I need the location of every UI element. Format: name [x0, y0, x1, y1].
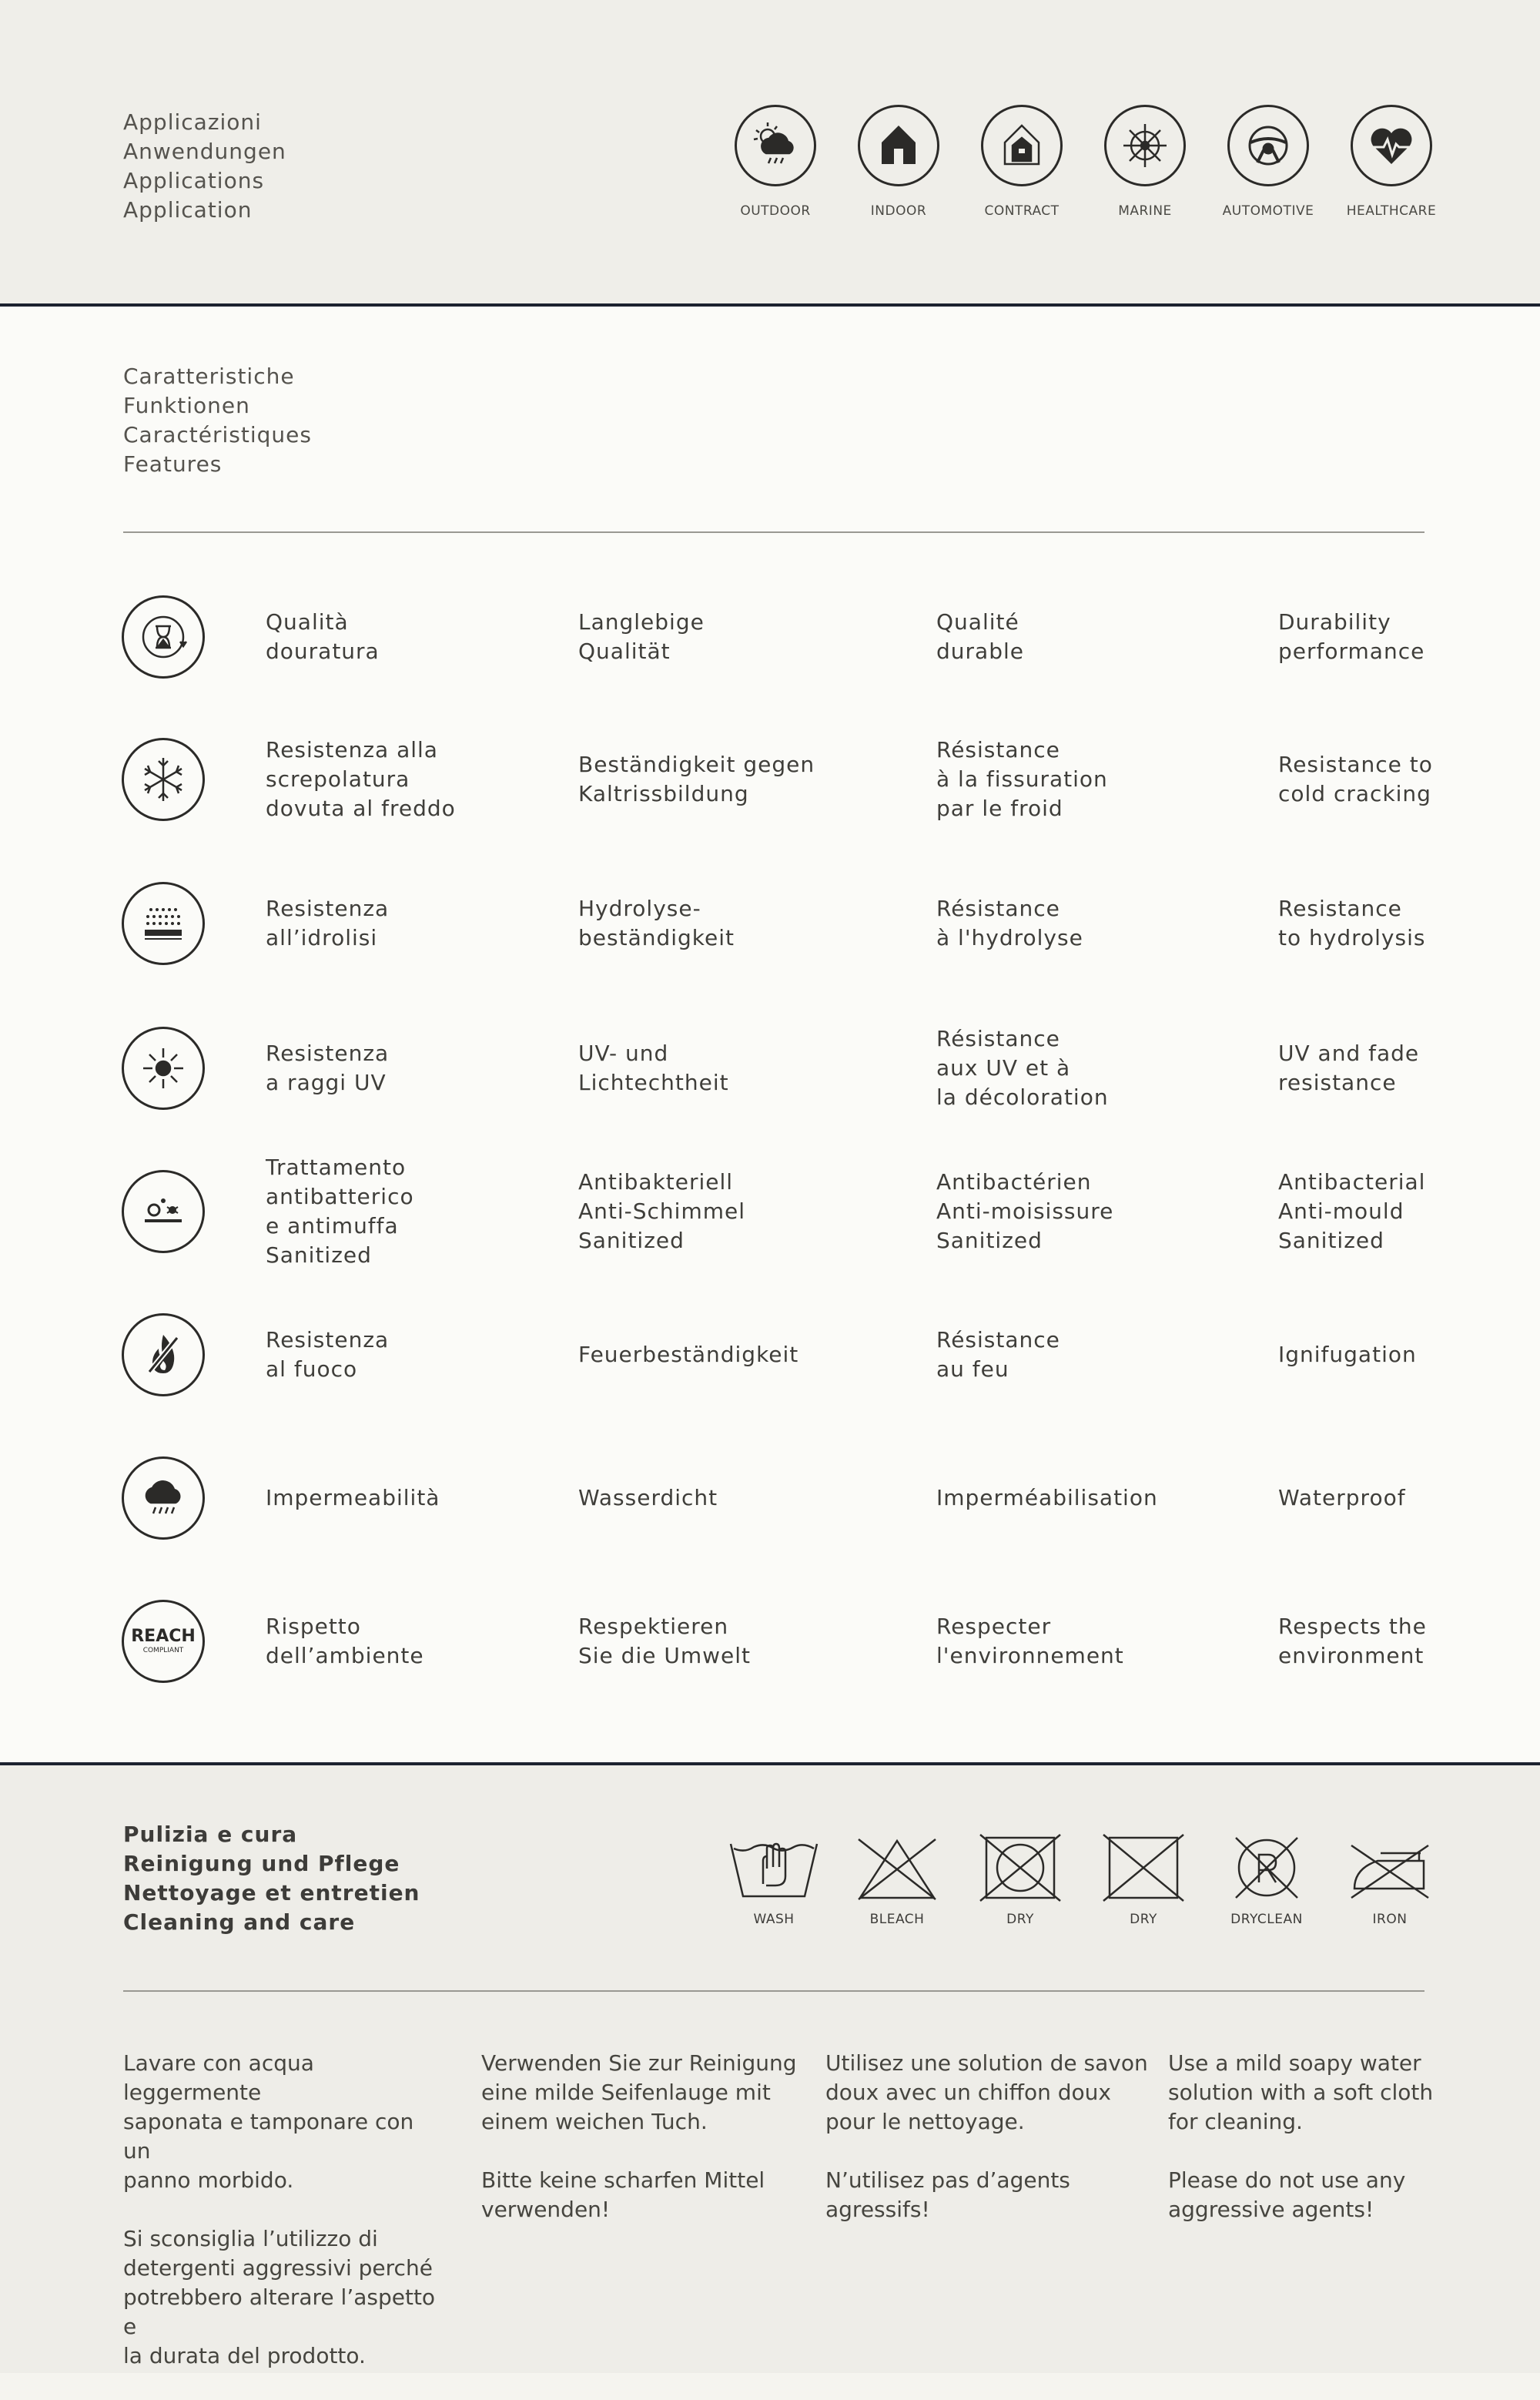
- care-heading-fr: Nettoyage et entretien: [123, 1880, 420, 1906]
- feature-text-en: Respects the environment: [1278, 1614, 1427, 1668]
- instructions-it: [123, 2049, 447, 2400]
- instruction-paragraph: Lavare con acqua leggermente saponata e tamponare con un panno morbido.: [123, 2050, 414, 2193]
- instruction-paragraph: Bitte keine scharfen Mittel verwenden!: [481, 2167, 765, 2222]
- care-dry: [1086, 1830, 1201, 1927]
- feature-text-fr: Résistance à la fissuration par le froid: [936, 737, 1108, 821]
- feature-text-it: Resistenza al fuoco: [266, 1327, 390, 1382]
- do-not-bleach-icon: [851, 1830, 943, 1904]
- feature-text-en: UV and fade resistance: [1278, 1041, 1420, 1095]
- feature-text-fr: Résistance à l'hydrolyse: [936, 896, 1083, 950]
- care-label: DRY: [1130, 1912, 1157, 1927]
- feature-text-de: UV- und Lichtechtheit: [578, 1041, 729, 1095]
- do-not-iron-icon: [1344, 1830, 1436, 1904]
- instruction-paragraph: Use a mild soapy water solution with a soft cloth for cleaning.: [1168, 2050, 1434, 2134]
- features-heading-en: Features: [123, 451, 223, 477]
- feature-text-it: Resistenza alla screpolatura dovuta al freddo: [266, 737, 456, 821]
- applications-heading-fr: Applications: [123, 168, 265, 193]
- instruction-paragraph: Utilisez une solution de savon doux avec un chiffon doux pour le nettoyage.: [825, 2050, 1148, 2134]
- feature-text-de: Feuerbeständigkeit: [578, 1342, 799, 1367]
- application-label: INDOOR: [870, 203, 927, 219]
- feature-row-antibacterial: [0, 1155, 1540, 1268]
- feature-text-en: Waterproof: [1278, 1485, 1406, 1510]
- care-heading-de: Reinigung und Pflege: [123, 1851, 400, 1876]
- do-not-dry-icon: [1097, 1830, 1190, 1904]
- feature-text-de: Antibakteriell Anti-Schimmel Sanitized: [578, 1169, 746, 1253]
- do-not-dryclean-icon: [1220, 1830, 1313, 1904]
- applications-heading-de: Anwendungen: [123, 139, 286, 164]
- feature-text-de: Respektieren Sie die Umwelt: [578, 1614, 752, 1668]
- care-dryclean: [1209, 1830, 1324, 1927]
- care-label: WASH: [753, 1912, 795, 1927]
- feature-text-en: Resistance to hydrolysis: [1278, 896, 1426, 950]
- feature-text-it: Trattamento antibatterico e antimuffa Sanitized: [266, 1155, 414, 1268]
- application-marine: [1087, 105, 1203, 219]
- steering-wheel-icon: [1227, 105, 1309, 186]
- sun-icon: [122, 1027, 205, 1110]
- reach-compliant-icon: [122, 1600, 205, 1683]
- application-label: OUTDOOR: [740, 203, 811, 219]
- feature-text-fr: Antibactérien Anti-moisissure Sanitized: [936, 1169, 1114, 1253]
- application-indoor: [841, 105, 956, 219]
- bacteria-icon: [122, 1170, 205, 1253]
- feature-text-en: Antibacterial Anti-mould Sanitized: [1278, 1169, 1426, 1253]
- feature-row-waterproof: [0, 1448, 1540, 1548]
- care-label: BLEACH: [869, 1912, 925, 1927]
- application-label: MARINE: [1118, 203, 1172, 219]
- heart-pulse-icon: [1351, 105, 1432, 186]
- application-healthcare: [1334, 105, 1449, 219]
- application-label: CONTRACT: [984, 203, 1060, 219]
- feature-text-it: Resistenza a raggi UV: [266, 1041, 390, 1095]
- feature-text-it: Rispetto dell’ambiente: [266, 1614, 424, 1668]
- ship-wheel-icon: [1104, 105, 1186, 186]
- care-tumble-dry: [962, 1830, 1078, 1927]
- care-label: DRY: [1006, 1912, 1034, 1927]
- feature-text-de: Langlebige Qualität: [578, 609, 705, 664]
- snowflake-icon: [122, 738, 205, 821]
- features-heading-de: Funktionen: [123, 393, 250, 418]
- features-heading: [123, 362, 312, 479]
- feature-text-fr: Résistance aux UV et à la décoloration: [936, 1026, 1109, 1110]
- rain-cloud-icon: [122, 1456, 205, 1540]
- feature-text-it: Resistenza all’idrolisi: [266, 896, 390, 950]
- feature-text-fr: Imperméabilisation: [936, 1485, 1158, 1510]
- feature-row-uv: [0, 1018, 1540, 1118]
- feature-text-fr: Résistance au feu: [936, 1327, 1060, 1382]
- care-heading: [123, 1820, 420, 1937]
- care-label: IRON: [1372, 1912, 1408, 1927]
- instruction-paragraph: Verwenden Sie zur Reinigung eine milde Seifenlauge mit einem weichen Tuch.: [481, 2050, 797, 2134]
- feature-text-en: Resistance to cold cracking: [1278, 752, 1433, 806]
- feature-text-de: Beständigkeit gegen Kaltrissbildung: [578, 752, 815, 806]
- care-heading-it: Pulizia e cura: [123, 1822, 298, 1847]
- reach-badge-subtext: COMPLIANT: [142, 1647, 184, 1654]
- instructions-en: [1168, 2049, 1491, 2254]
- applications-heading-en: Application: [123, 197, 253, 223]
- feature-row-durability: [0, 587, 1540, 687]
- features-heading-fr: Caractéristiques: [123, 422, 312, 447]
- feature-text-it: Qualità douratura: [266, 609, 380, 664]
- care-heading-en: Cleaning and care: [123, 1909, 356, 1935]
- reach-badge-text: REACH: [131, 1627, 196, 1646]
- feature-text-en: Durability performance: [1278, 609, 1425, 664]
- care-bleach: [839, 1830, 955, 1927]
- application-outdoor: [718, 105, 833, 219]
- hourglass-icon: [122, 595, 205, 679]
- feature-row-environment: [0, 1591, 1540, 1691]
- instruction-paragraph: Please do not use any aggressive agents!: [1168, 2167, 1406, 2222]
- feature-text-it: Impermeabilità: [266, 1485, 440, 1510]
- do-not-tumble-dry-icon: [974, 1830, 1066, 1904]
- no-fire-icon: [122, 1313, 205, 1396]
- sun-cloud-rain-icon: [735, 105, 816, 186]
- applications-heading: [123, 108, 286, 225]
- instructions-fr: [825, 2049, 1149, 2254]
- feature-text-de: Hydrolyse- beständigkeit: [578, 896, 735, 950]
- instructions-de: [481, 2049, 805, 2254]
- feature-row-fire: [0, 1305, 1540, 1405]
- feature-text-en: Ignifugation: [1278, 1342, 1417, 1367]
- feature-row-cold-cracking: [0, 729, 1540, 830]
- care-divider: [123, 1990, 1424, 1992]
- house-icon: [858, 105, 939, 186]
- hand-wash-icon: [728, 1830, 820, 1904]
- instruction-paragraph: N’utilisez pas d’agents agressifs!: [825, 2167, 1070, 2222]
- care-label: DRYCLEAN: [1230, 1912, 1303, 1927]
- applications-heading-it: Applicazioni: [123, 109, 262, 135]
- care-wash: [716, 1830, 832, 1927]
- hydrolysis-drops-icon: [122, 882, 205, 965]
- application-contract: [964, 105, 1080, 219]
- building-icon: [981, 105, 1063, 186]
- application-label: AUTOMOTIVE: [1222, 203, 1314, 219]
- feature-text-fr: Respecter l'environnement: [936, 1614, 1124, 1668]
- application-label: HEALTHCARE: [1346, 203, 1437, 219]
- care-iron: [1332, 1830, 1448, 1927]
- feature-row-hydrolysis: [0, 873, 1540, 974]
- features-divider: [123, 531, 1424, 533]
- feature-text-de: Wasserdicht: [578, 1485, 718, 1510]
- feature-text-fr: Qualité durable: [936, 609, 1024, 664]
- application-automotive: [1210, 105, 1326, 219]
- instruction-paragraph: Si sconsiglia l’utilizzo di detergenti aggressivi perché potrebbero alterare l’aspetto e la durata del prodotto.: [123, 2226, 436, 2368]
- features-heading-it: Caratteristiche: [123, 364, 295, 389]
